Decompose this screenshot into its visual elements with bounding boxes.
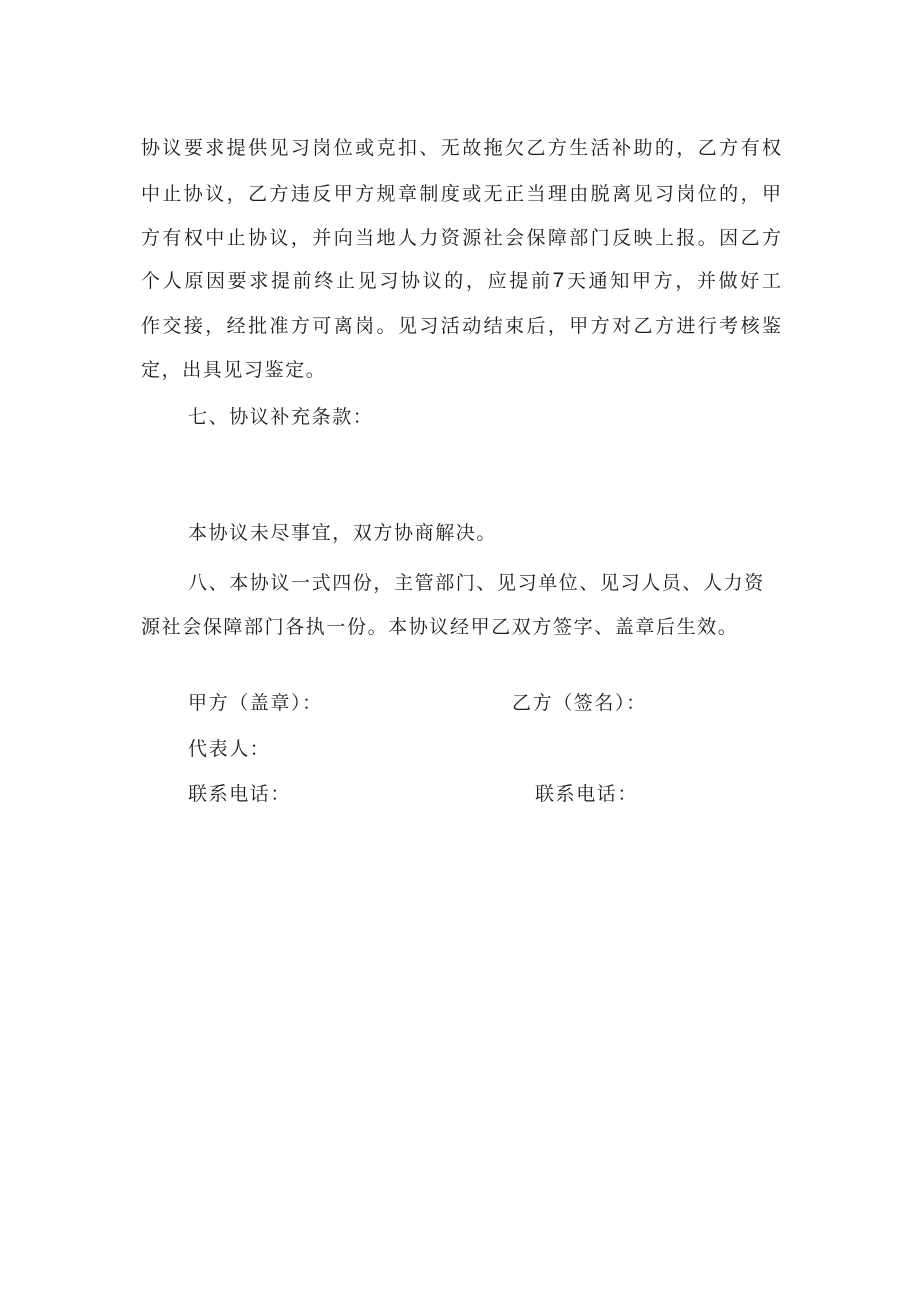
- notice-days-number: 7: [552, 269, 565, 292]
- paragraph-text: 个人原因要求提前终止见习协议的，应提前: [141, 270, 553, 292]
- paragraph-line: 八、本协议一式四份，主管部门、见习单位、见习人员、人力资: [188, 572, 765, 594]
- paragraph-line: 定，出具见习鉴定。: [141, 359, 327, 381]
- paragraph-text: 天通知甲方，并做好工: [564, 270, 781, 292]
- paragraph-line: 本协议未尽事宜，双方协商解决。: [188, 522, 498, 544]
- paragraph-line: 源社会保障部门各执一份。本协议经甲乙双方签字、盖章后生效。: [141, 616, 739, 638]
- party-a-phone-label: 联系电话：: [188, 783, 292, 805]
- party-b-phone-label: 联系电话：: [535, 783, 639, 805]
- paragraph-line: 中止协议，乙方违反甲方规章制度或无正当理由脱离见习岗位的，甲: [141, 183, 781, 205]
- paragraph-line: 作交接，经批准方可离岗。见习活动结束后，甲方对乙方进行考核鉴: [141, 315, 781, 337]
- party-a-seal-label: 甲方（盖章）：: [188, 692, 323, 714]
- paragraph-line: [141, 268, 781, 294]
- paragraph-line: 协议要求提供见习岗位或克扣、无故拖欠乙方生活补助的，乙方有权: [141, 137, 781, 159]
- representative-label: 代表人：: [188, 738, 271, 760]
- section-heading: 七、协议补充条款：: [188, 406, 374, 428]
- party-b-sign-label: 乙方（签名）：: [512, 692, 647, 714]
- paragraph-line: 方有权中止协议，并向当地人力资源社会保障部门反映上报。因乙方: [141, 227, 781, 249]
